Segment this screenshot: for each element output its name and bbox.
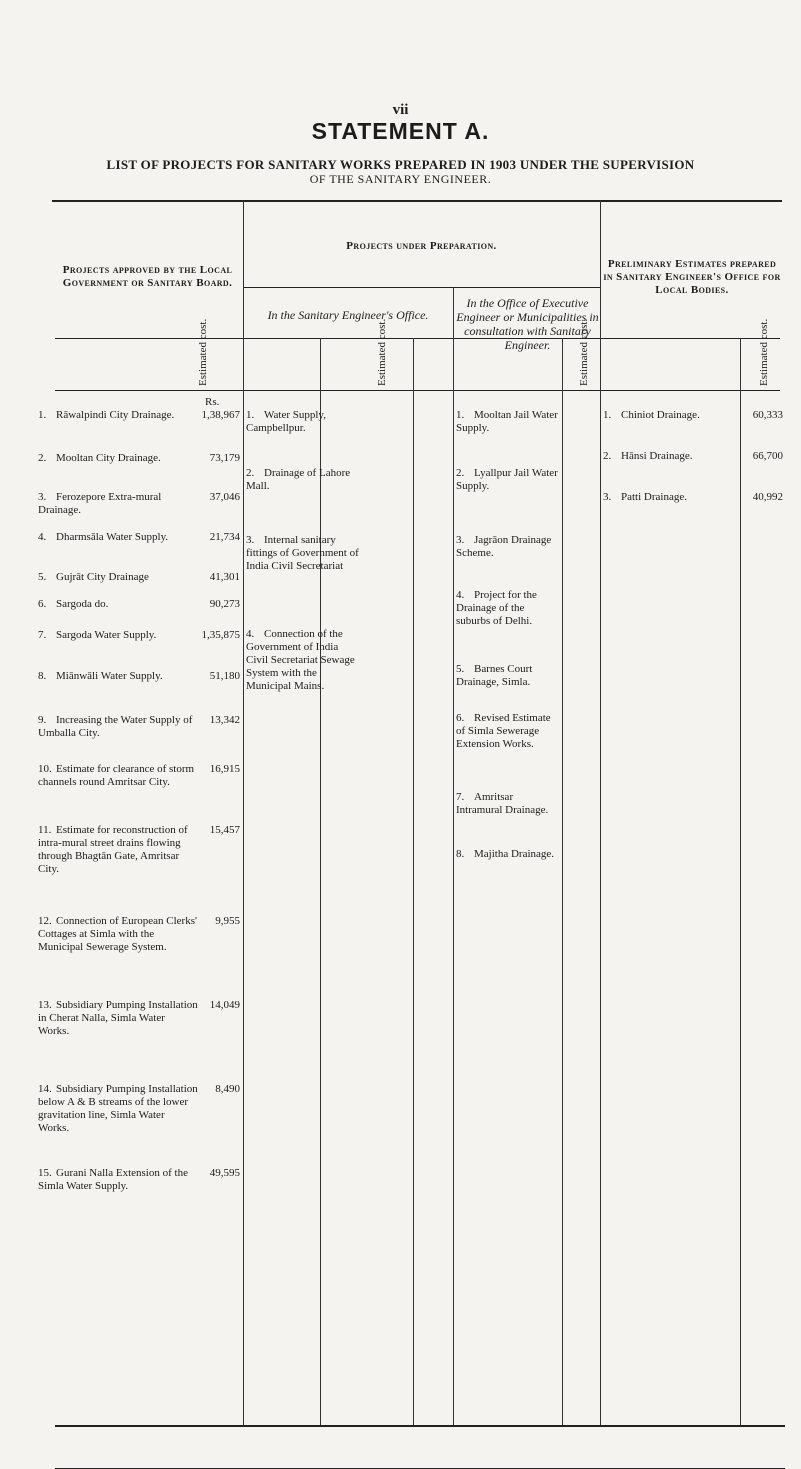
list-item: 7. Sargoda Water Supply. bbox=[38, 629, 157, 641]
list-item: 5. Gujrāt City Drainage bbox=[38, 571, 149, 583]
header-sanitary-office: In the Sanitary Engineer's Office. bbox=[267, 308, 429, 322]
list-item: 3. Internal sanitary fittings of Government of India Civil Secretariat bbox=[246, 534, 359, 572]
header-preliminary: Preliminary Estimates prepared in Sanitary Engineer's Office for Local Bodies. bbox=[603, 258, 781, 296]
list-item: 9. Increasing the Water Supply of Umballa City. bbox=[38, 714, 193, 739]
cost-value: 9,955 bbox=[215, 915, 240, 927]
cost-value: 73,179 bbox=[209, 452, 240, 464]
list-item: 2. Drainage of Lahore Mall. bbox=[246, 467, 351, 492]
list-item: 8. Miānwāli Water Supply. bbox=[38, 670, 163, 682]
cost-value: 51,180 bbox=[209, 670, 240, 682]
cost-value: 16,915 bbox=[209, 763, 240, 775]
list-item: 4. Connection of the Government of India Civil Secretariat Sewage System with the Municipal Mains. bbox=[246, 628, 355, 692]
list-item: 8. Majitha Drainage. bbox=[456, 848, 555, 860]
list-item: 10. Estimate for clearance of storm channels round Amritsar City. bbox=[38, 763, 195, 788]
list-item: 1. Rāwalpindi City Drainage. bbox=[38, 409, 175, 421]
header-estimated-cost-1: Estimated cost. bbox=[197, 318, 209, 386]
list-item: 2. Mooltan City Drainage. bbox=[38, 452, 161, 464]
list-item: 2. Lyallpur Jail Water Supply. bbox=[456, 467, 558, 492]
cost-value: 49,595 bbox=[209, 1167, 240, 1179]
list-item: 5. Barnes Court Drainage, Simla. bbox=[456, 663, 533, 688]
header-estimated-cost-2: Estimated cost. bbox=[376, 318, 388, 386]
page-number: vii bbox=[392, 102, 409, 118]
header-approved: Projects approved by the Local Government or Sanitary Board. bbox=[62, 264, 233, 289]
list-item: 6. Revised Estimate of Simla Sewerage Extension Works. bbox=[456, 712, 551, 750]
header-under-preparation: Projects under Preparation. bbox=[346, 240, 497, 252]
cost-value: 90,273 bbox=[209, 598, 240, 610]
list-item: 13. Subsidiary Pumping Installation in Cherat Nalla, Simla Water Works. bbox=[38, 999, 198, 1037]
subtitle-line-1: LIST OF PROJECTS FOR SANITARY WORKS PREPARED IN 1903 UNDER THE SUPERVISION bbox=[106, 157, 695, 172]
list-item: 4. Project for the Drainage of the suburbs of Delhi. bbox=[456, 589, 537, 627]
list-item: 2. Hānsi Drainage. bbox=[603, 450, 693, 462]
list-item: 3. Patti Drainage. bbox=[603, 491, 687, 503]
list-item: 1. Mooltan Jail Water Supply. bbox=[456, 409, 558, 434]
page-title: STATEMENT A. bbox=[311, 118, 490, 144]
list-item: 3. Ferozepore Extra-mural Drainage. bbox=[38, 491, 162, 516]
cost-value: 14,049 bbox=[209, 999, 240, 1011]
cost-value: 15,457 bbox=[209, 824, 240, 836]
cost-value: 8,490 bbox=[215, 1083, 240, 1095]
header-estimated-cost-3: Estimated cost. bbox=[578, 318, 590, 386]
rupees-label: Rs. bbox=[205, 396, 220, 408]
cost-value: 41,301 bbox=[209, 571, 240, 583]
list-item: 7. Amritsar Intramural Drainage. bbox=[456, 791, 549, 816]
list-item: 1. Chiniot Drainage. bbox=[603, 409, 700, 421]
list-item: 14. Subsidiary Pumping Installation below A & B streams of the lower gravitation line, Simla Water Works. bbox=[38, 1083, 198, 1134]
cost-value: 13,342 bbox=[209, 714, 240, 726]
list-item: 15. Gurani Nalla Extension of the Simla Water Supply. bbox=[38, 1167, 188, 1192]
list-item: 11. Estimate for reconstruction of intra-mural street drains flowing through Bhagtān Gate, Amritsar City. bbox=[38, 824, 188, 875]
subtitle-line-2: OF THE SANITARY ENGINEER. bbox=[309, 172, 492, 186]
cost-value: 1,38,967 bbox=[201, 409, 240, 421]
list-item: 4. Dharmsāla Water Supply. bbox=[38, 531, 169, 543]
list-item: 1. Water Supply, Campbellpur. bbox=[246, 409, 326, 434]
cost-value: 40,992 bbox=[752, 491, 783, 503]
header-estimated-cost-4: Estimated cost. bbox=[758, 318, 770, 386]
cost-value: 21,734 bbox=[209, 531, 240, 543]
cost-value: 37,046 bbox=[209, 491, 240, 503]
cost-value: 66,700 bbox=[752, 450, 783, 462]
header-executive-office: In the Office of Executive Engineer or Municipalities in consultation with Sanitary Engineer. bbox=[456, 296, 599, 352]
cost-value: 1,35,875 bbox=[201, 629, 240, 641]
list-item: 12. Connection of European Clerks' Cottages at Simla with the Municipal Sewerage System. bbox=[38, 915, 197, 953]
list-item: 3. Jagrāon Drainage Scheme. bbox=[456, 534, 552, 559]
cost-value: 60,333 bbox=[752, 409, 783, 421]
list-item: 6. Sargoda do. bbox=[38, 598, 109, 610]
